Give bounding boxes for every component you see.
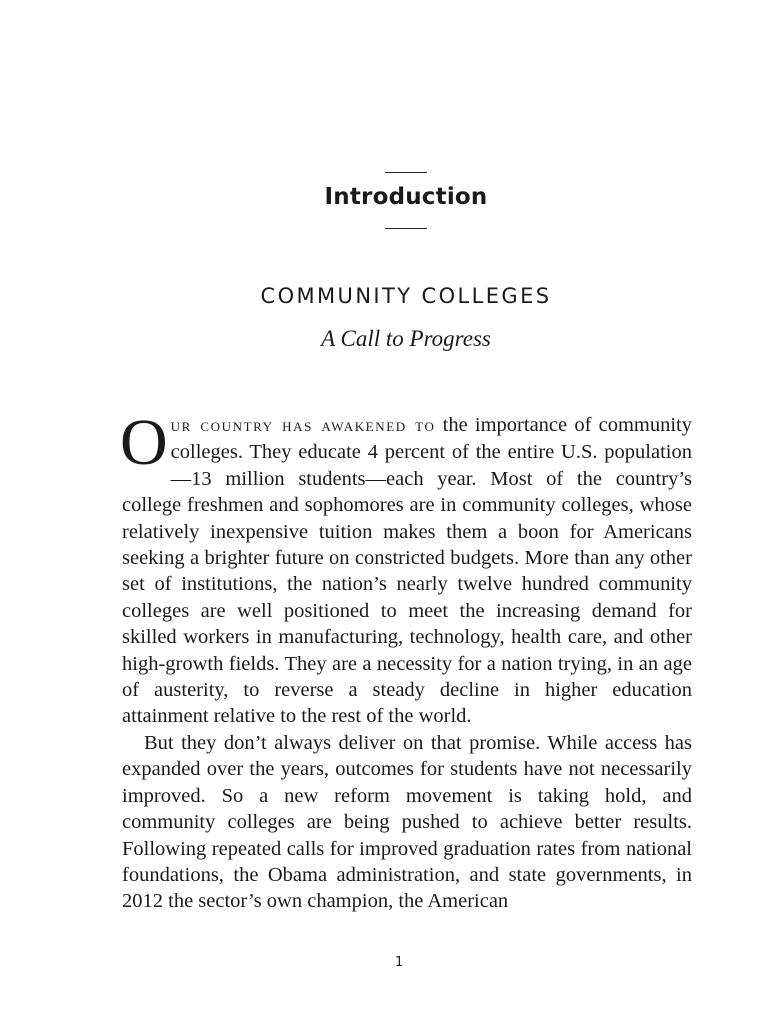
chapter-subtitle: COMMUNITY COLLEGES <box>260 284 552 308</box>
paragraph-1 <box>120 406 692 730</box>
drop-cap: O <box>120 406 168 479</box>
body-text <box>120 406 692 915</box>
title-rule-top <box>385 172 427 173</box>
paragraph-2: But they don’t always deliver on that promise. While access has expanded over the years, outcomes for students have not necessarily improved. So a new reform movement is taking hold, and community colleges are being pushed to achieve better results. Following repeated calls for improved graduation rates from national foundations, the Obama administration, and state governments, in 2012 the sector’s own champion, the American <box>122 731 692 913</box>
lead-in-smallcaps: ur country has awakened to <box>170 415 436 436</box>
paragraph-1-text: the importance of community colleges. They educate 4 percent of the entire U.S. population—13 million students—each year. Most of the country’s college freshmen and sophomores are in community colleges, whose relatively inexpensive tuition makes them a boon for Americans seeking a brighter future on constricted budgets. More than any other set of institutions, the nation’s nearly twelve hundred community colleges are well positioned to meet the increasing demand for skilled workers in manufacturing, technology, health care, and other high-growth fields. They are a necessity for a nation trying, in an age of austerity, to reverse a steady decline in higher education attainment relative to the rest of the world. <box>122 414 692 728</box>
page-number: 1 <box>395 955 404 970</box>
title-rule-bottom <box>385 228 427 229</box>
chapter-title: Introduction <box>324 184 488 210</box>
chapter-tagline: A Call to Progress <box>321 326 491 351</box>
